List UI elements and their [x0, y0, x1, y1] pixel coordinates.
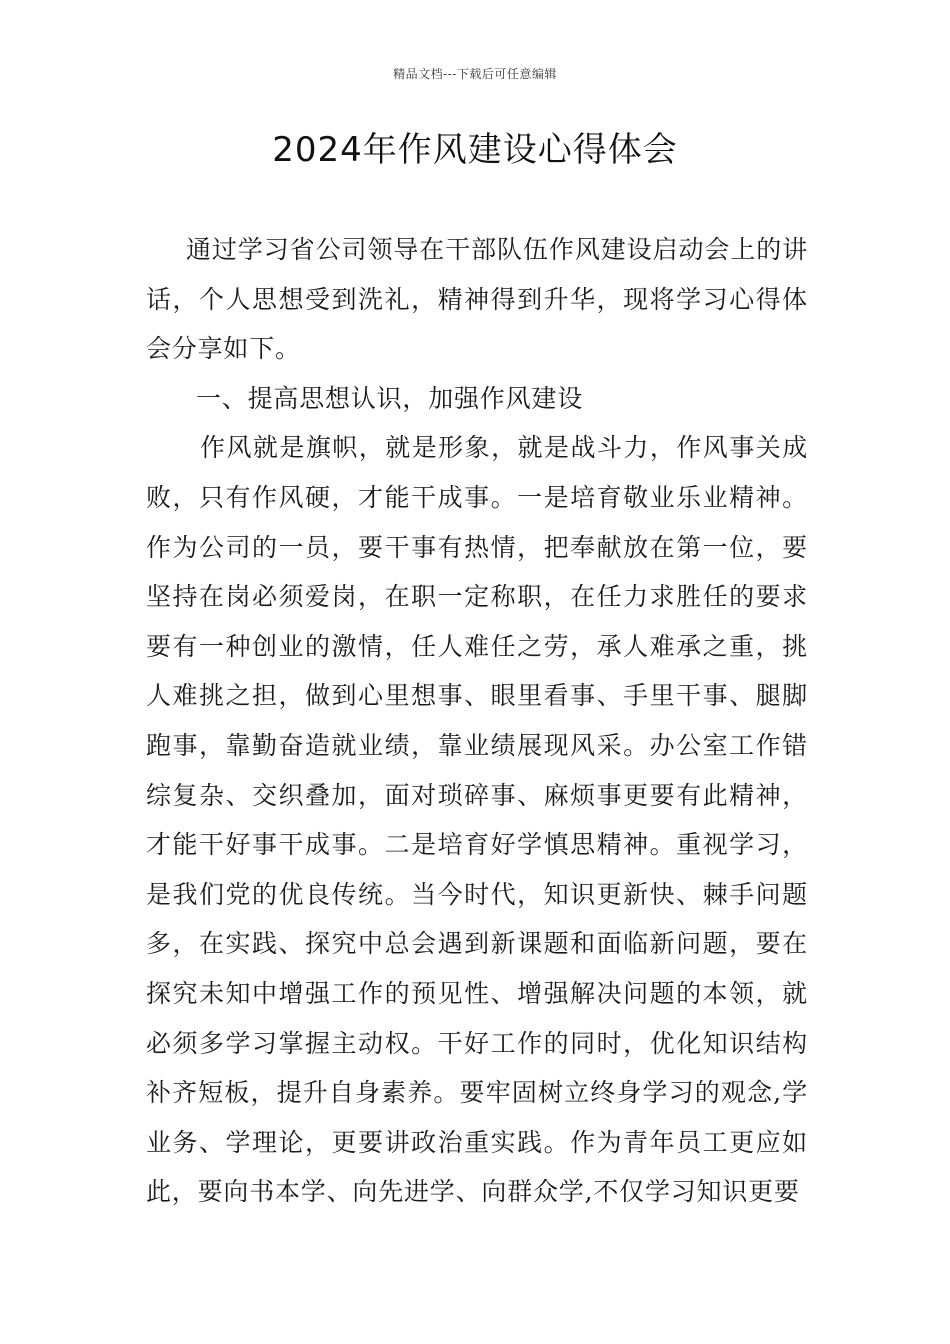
section-heading: 一、提高思想认识，加强作风建设: [196, 383, 584, 413]
header-note: 精品文档---下载后可任意编辑: [393, 67, 557, 81]
document-body: [146, 225, 808, 1217]
document-title: 2024年作风建设心得体会: [272, 130, 678, 170]
body-paragraph: 作风就是旗帜，就是形象，就是战斗力，作风事关成败，只有作风硬，才能干成事。一是培育敬业乐业精神。作为公司的一员，要干事有热情，把奉献放在第一位，要坚持在岗必须爱岗，在职一定称职，在任力求胜任的要求要有一种创业的激情，任人难任之劳，承人难承之重，挑人难挑之担，做到心里想事、眼里看事、手里干事、腿脚跑事，靠勤奋造就业绩，靠业绩展现风采。办公室工作错综复杂、交织叠加，面对琐碎事、麻烦事更要有此精神，才能干好事干成事。二是培育好学慎思精神。重视学习，是我们党的优良传统。当今时代，知识更新快、棘手问题多，在实践、探究中总会遇到新课题和面临新问题，要在探究未知中增强工作的预见性、增强解决问题的本领，就必须多学习掌握主动权。干好工作的同时，优化知识结构补齐短板，提升自身素养。要牢固树立终身学习的观念,学业务、学理论，更要讲政治重实践。作为青年员工更应如此，要向书本学、向先进学、向群众学,不仅学习知识更要: [146, 433, 808, 1207]
intro-paragraph: 通过学习省公司领导在干部队伍作风建设启动会上的讲话，个人思想受到洗礼，精神得到升华，现将学习心得体会分享如下。: [146, 235, 808, 364]
